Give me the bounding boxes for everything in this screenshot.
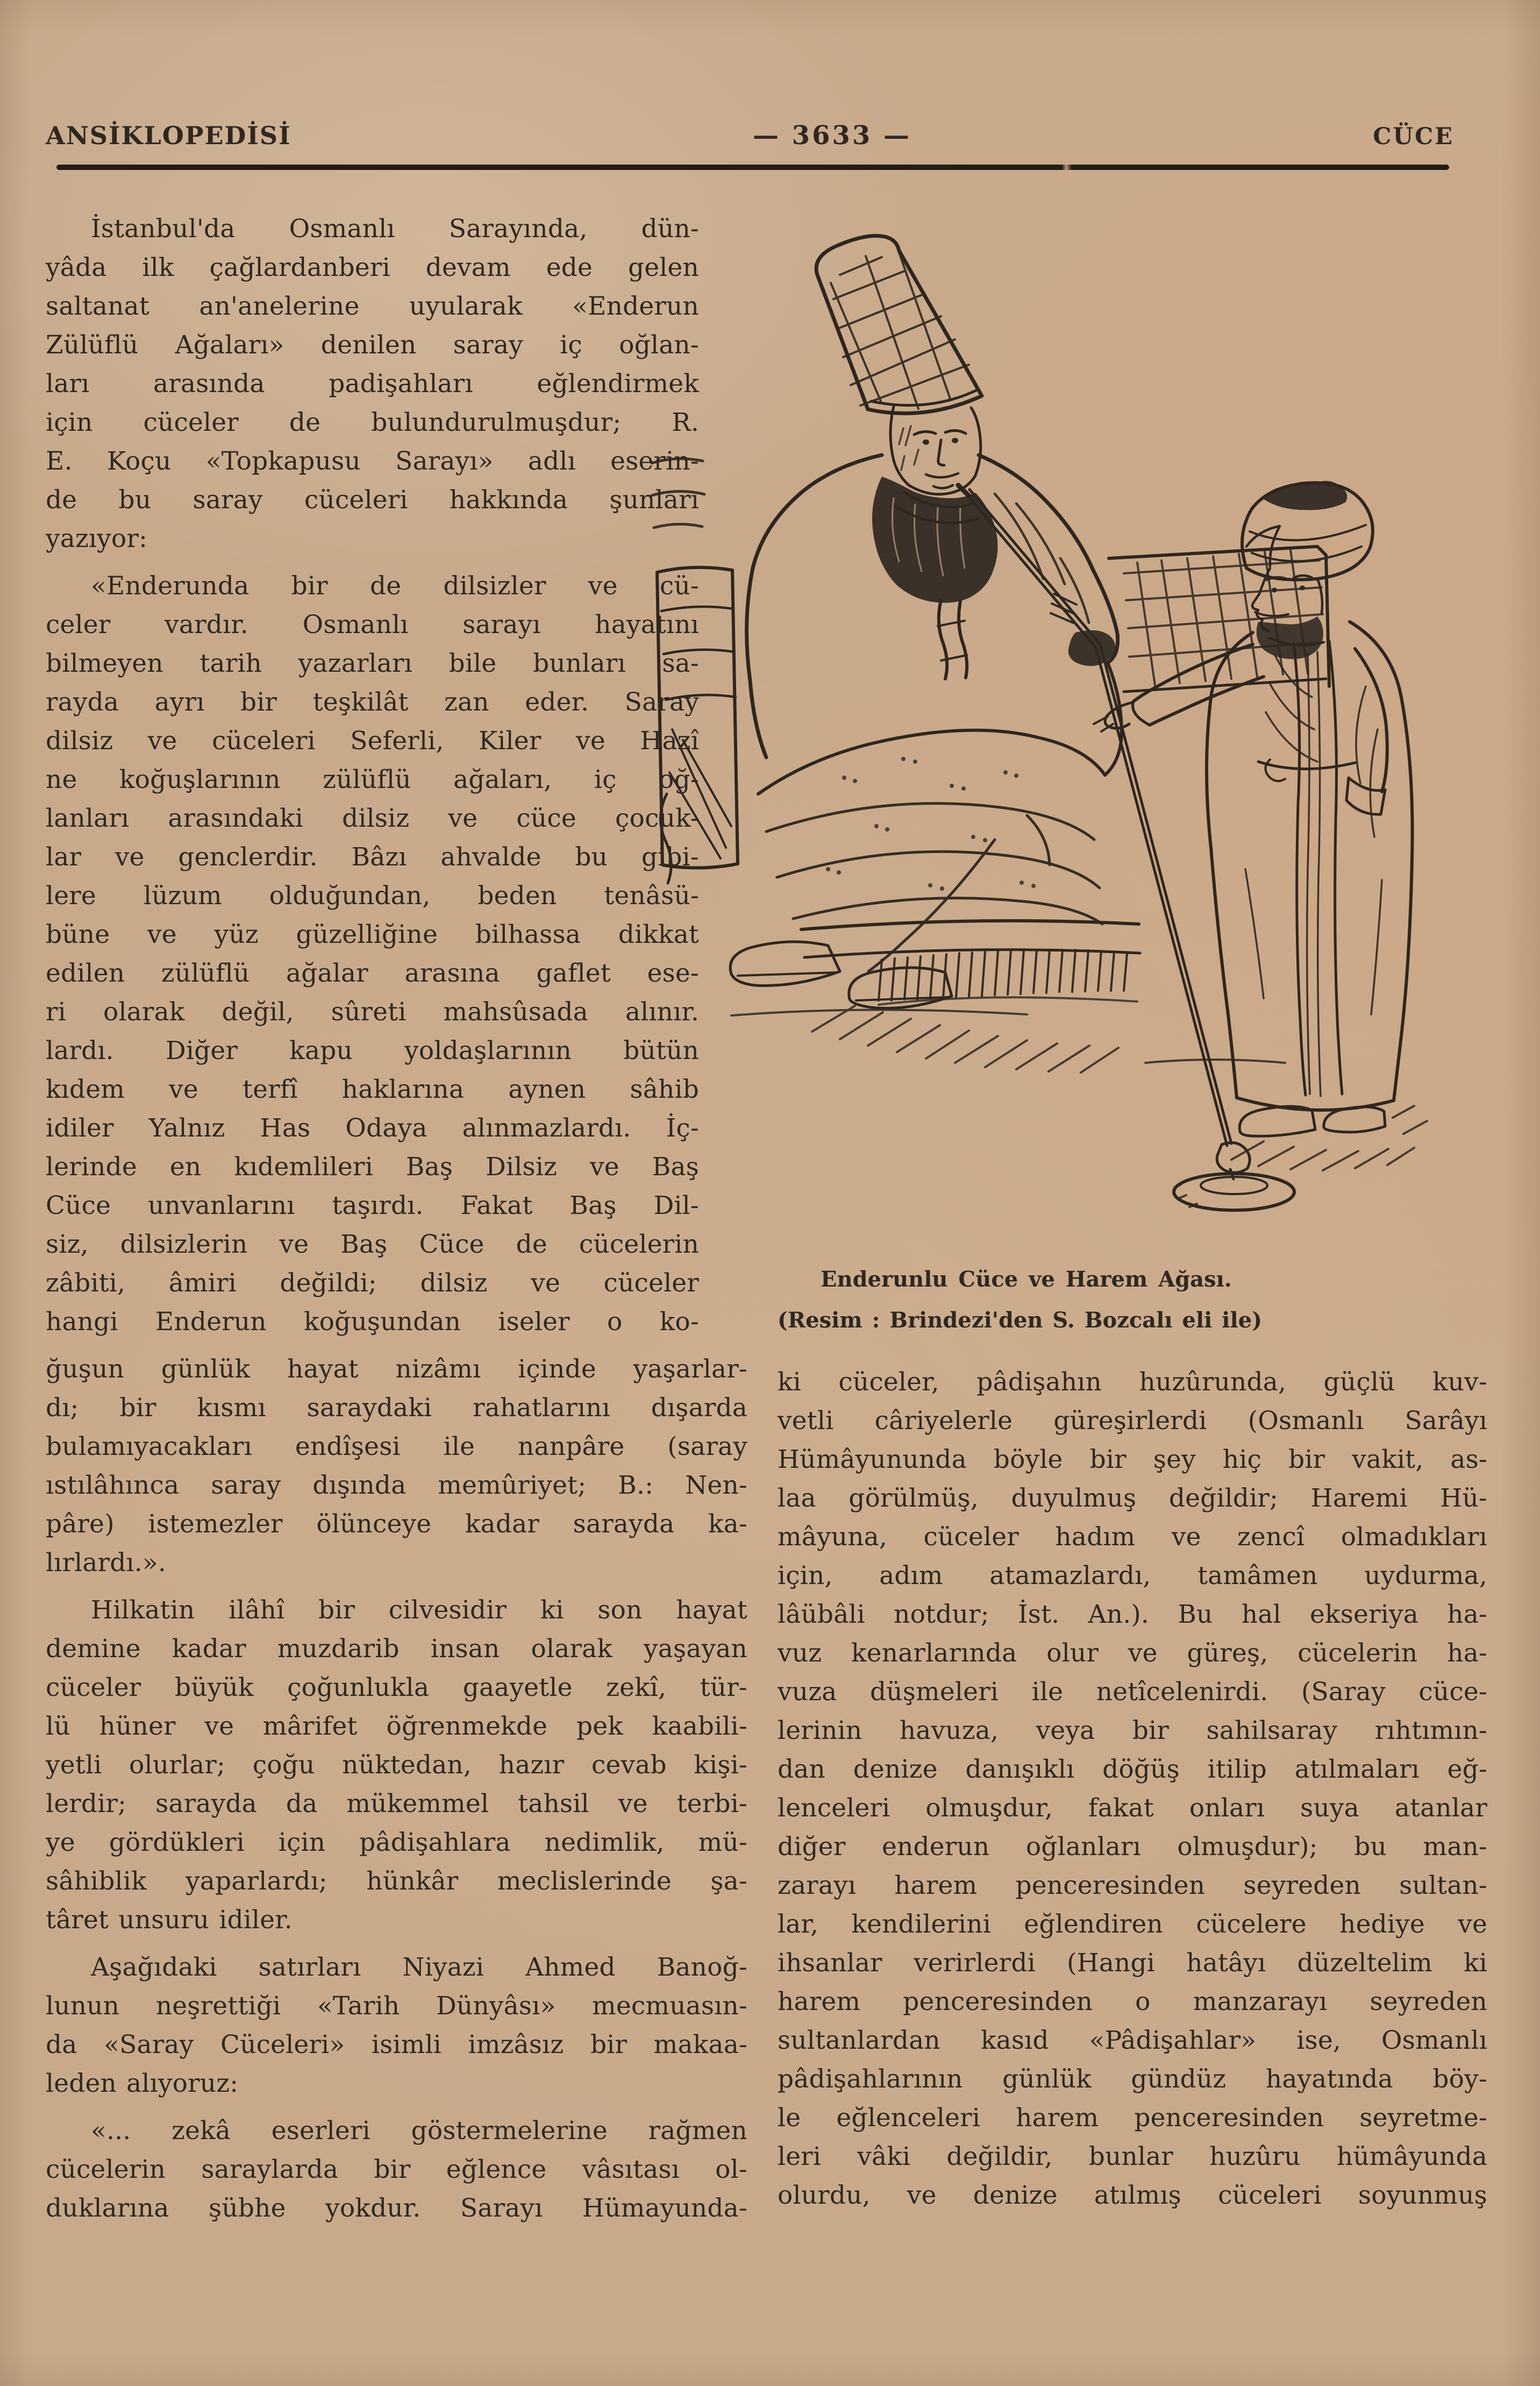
text-line: bilmeyen tarih yazarları bile bunları sa- — [46, 649, 699, 678]
text-line: lardı. Diğer kapu yoldaşlarının bütün — [46, 1036, 699, 1066]
ground-hatching — [731, 1006, 1285, 1073]
right-column-text — [778, 1363, 1487, 2215]
article-headword: CÜCE — [1373, 123, 1454, 150]
text-line: leden alıyoruz: — [46, 2069, 239, 2098]
text-line: Cüce unvanlarını taşırdı. Fakat Baş Dil- — [46, 1191, 699, 1220]
paragraph — [46, 1350, 747, 1582]
left-column — [46, 210, 747, 2228]
paragraph — [46, 1591, 747, 1940]
text-line: lü hüner ve mârifet öğrenmekde pek kaabili- — [46, 1712, 747, 1741]
text-line: siz, dilsizlerin ve Baş Cüce de cücelerin — [46, 1230, 699, 1259]
text-line: ları arasında padişahları eğlendirmek — [46, 369, 699, 399]
text-line: lunun neşrettiği «Tarih Dünyâsı» mecmuasın- — [46, 1991, 747, 2021]
text-line: olurdu, ve denize atılmış cüceleri soyunmuş — [778, 2181, 1487, 2210]
text-line: yazıyor: — [46, 524, 148, 553]
text-line: pâdişahlarının günlük gündüz hayatında böy- — [778, 2064, 1487, 2094]
paragraph — [46, 1948, 747, 2103]
pipe-dish — [1174, 1142, 1294, 1210]
illustration-frame — [778, 210, 1487, 1246]
dwarf-coat — [1207, 622, 1413, 1110]
text-line: idiler Yalnız Has Odaya alınmazlardı. İç- — [46, 1113, 699, 1143]
text-line: «... zekâ eserleri göstermelerine rağmen — [91, 2116, 747, 2146]
text-line: ne koğuşlarının zülüflü ağaları, iç oğ- — [46, 765, 699, 794]
text-line: için, adım atamazlardı, tamâmen uydurma, — [778, 1561, 1487, 1590]
text-line: dilsiz ve cüceleri Seferli, Kiler ve Hazî — [46, 726, 699, 756]
agha-face — [890, 407, 981, 494]
text-line: târet unsuru idiler. — [46, 1905, 293, 1935]
text-line: vuza düşmeleri ile netîcelenirdi. (Saray cüce- — [778, 1677, 1487, 1707]
text-line: lırlardı.». — [46, 1548, 167, 1578]
text-line: diğer enderun oğlanları olmuşdur); bu man- — [778, 1832, 1487, 1862]
text-line: ki cüceler, pâdişahın huzûrunda, güçlü kuv- — [778, 1367, 1487, 1397]
text-line: edilen zülüflü ağalar arasına gaflet ese- — [46, 958, 699, 988]
text-line: E. Koçu «Topkapusu Sarayı» adlı eserin- — [46, 446, 699, 476]
text-line: büne ve yüz güzelliğine bilhassa dikkat — [46, 920, 699, 949]
text-line: ihsanlar verirlerdi (Hangi hatâyı düzeltelim ki — [778, 1948, 1487, 1978]
text-line: lerinde en kıdemlileri Baş Dilsiz ve Baş — [46, 1152, 699, 1182]
text-line: dı; bir kısmı saraydaki rahatlarını dışarda — [46, 1393, 747, 1423]
text-line: hangi Enderun koğuşundan iseler o ko- — [46, 1307, 699, 1337]
left-column-wide-block — [46, 1350, 747, 2228]
text-line: lere lüzum olduğundan, beden tenâsü- — [46, 881, 699, 911]
seat-fringe — [801, 921, 1140, 1005]
sofa-left-cushion — [652, 459, 704, 528]
text-line: lar, kendilerini eğlendiren cücelere hediye ve — [778, 1909, 1487, 1939]
text-line: ri olarak değil, sûreti mahsûsada alınır. — [46, 997, 699, 1027]
text-line: mâyuna, cüceler hadım ve zencî olmadıkları — [778, 1522, 1487, 1552]
text-line: için cüceler de bulundurulmuşdur; R. — [46, 408, 699, 437]
text-line: dan denize danışıklı döğüş itilip atılmaları eğ- — [778, 1755, 1487, 1784]
text-line: bulamıyacakları endîşesi ile nanpâre (saray — [46, 1432, 747, 1461]
text-line: sâhiblik yaparlardı; hünkâr meclislerinde şa- — [46, 1866, 747, 1896]
text-line: yetli olurlar; çoğu nüktedan, hazır cevab kişi- — [46, 1750, 747, 1780]
illustration-enderunlu-cuce-ve-harem-agasi — [651, 224, 1484, 1246]
text-line: cücelerin saraylarda bir eğlence vâsıtası ol- — [46, 2155, 747, 2184]
text-line: demine kadar muzdarib insan olarak yaşayan — [46, 1634, 747, 1664]
text-line: Hilkatin ilâhî bir cilvesidir ki son hayat — [91, 1595, 747, 1625]
text-line: da «Saray Cüceleri» isimli imzâsız bir makaa- — [46, 2030, 747, 2060]
left-column-narrow-block — [46, 210, 699, 1341]
dwarf-face — [1252, 568, 1324, 659]
text-line: le eğlenceleri harem penceresinden seyretme- — [778, 2103, 1487, 2133]
paragraph — [46, 567, 699, 1341]
text-line: lâübâli notdur; İst. An.). Bu hal ekseriya ha- — [778, 1600, 1487, 1629]
right-column — [778, 210, 1487, 2228]
text-line: lanları arasındaki dilsiz ve cüce çocuk- — [46, 804, 699, 833]
illustration-caption — [778, 1261, 1487, 1339]
journal-title: ANSİKLOPEDİSİ — [46, 121, 291, 150]
paragraph — [46, 2112, 747, 2228]
text-line: Zülüflü Ağaları» denilen saray iç oğlan- — [46, 330, 699, 360]
text-line: ıstılâhınca saray dışında memûriyet; B.: Nen- — [46, 1471, 747, 1500]
text-columns — [46, 210, 1487, 2228]
paragraph — [46, 210, 699, 558]
text-line: rayda ayrı bir teşkilât zan eder. Saray — [46, 687, 699, 717]
header-rule — [56, 165, 1449, 170]
text-line: zarayı harem penceresinden seyreden sultan- — [778, 1871, 1487, 1900]
dwarf-slippers — [1239, 1106, 1385, 1136]
illustration-caption-credit: (Resim : Brindezi'den S. Bozcalı eli ile) — [778, 1308, 1263, 1333]
text-line: duklarına şübhe yokdur. Sarayı Hümayunda- — [46, 2193, 747, 2223]
text-line: ye gördükleri için pâdişahlara nedimlik, mü- — [46, 1828, 747, 1857]
text-line: sultanlardan kasıd «Pâdişahlar» ise, Osmanlı — [778, 2026, 1487, 2055]
page-number: — 3633 — — [752, 120, 911, 151]
text-line: «Enderunda bir de dilsizler ve cü- — [91, 571, 699, 601]
page-header — [46, 120, 1454, 151]
text-line: zâbiti, âmiri değildi; dilsiz ve cüceler — [46, 1268, 699, 1298]
text-line: Hümâyununda böyle bir şey hiç bir vakit, as- — [778, 1445, 1487, 1474]
text-line: Aşağıdaki satırları Niyazi Ahmed Banoğ- — [91, 1952, 747, 1982]
text-line: lar ve genclerdir. Bâzı ahvalde bu gibi- — [46, 842, 699, 872]
text-line: laa görülmüş, duyulmuş değildir; Haremi Hü- — [778, 1483, 1487, 1513]
paragraph — [778, 1363, 1487, 2215]
text-line: celer vardır. Osmanlı sarayı hayatını — [46, 610, 699, 640]
agha-hat — [816, 236, 982, 413]
text-line: saltanat an'anelerine uyularak «Enderun — [46, 292, 699, 321]
text-line: kıdem ve terfî haklarına aynen sâhib — [46, 1075, 699, 1104]
sofa-armrest — [657, 567, 738, 883]
text-line: İstanbul'da Osmanlı Sarayında, dün- — [91, 214, 699, 244]
text-line: de bu saray cüceleri hakkında şunları — [46, 485, 699, 515]
text-line: leri vâki değildir, bunlar huzûru hümâyunda — [778, 2142, 1487, 2171]
text-line: cüceler büyük çoğunlukla gaayetle zekî, tür- — [46, 1673, 747, 1702]
text-line: yâda ilk çağlardanberi devam ede gelen — [46, 253, 699, 282]
text-line: ğuşun günlük hayat nizâmı içinde yaşarlar- — [46, 1354, 747, 1384]
text-line: harem penceresinden o manzarayı seyreden — [778, 1987, 1487, 2016]
text-line: vuz kenarlarında olur ve güreş, cücelerin ha- — [778, 1638, 1487, 1668]
text-line: pâre) istemezler ölünceye kadar sarayda ka- — [46, 1509, 747, 1539]
text-line: lenceleri olmuşdur, fakat onları suya atanlar — [778, 1793, 1487, 1823]
robe-spots — [826, 757, 1036, 891]
illustration-caption-title: Enderunlu Cüce ve Harem Ağası. — [821, 1267, 1232, 1292]
text-line: lerinin havuza, veya bir sahilsaray rıhtımın- — [778, 1716, 1487, 1745]
text-line: vetli câriyelerle güreşirlerdi (Osmanlı Sarâyı — [778, 1406, 1487, 1436]
text-line: lerdir; sarayda da mükemmel tahsil ve terbi- — [46, 1789, 747, 1819]
